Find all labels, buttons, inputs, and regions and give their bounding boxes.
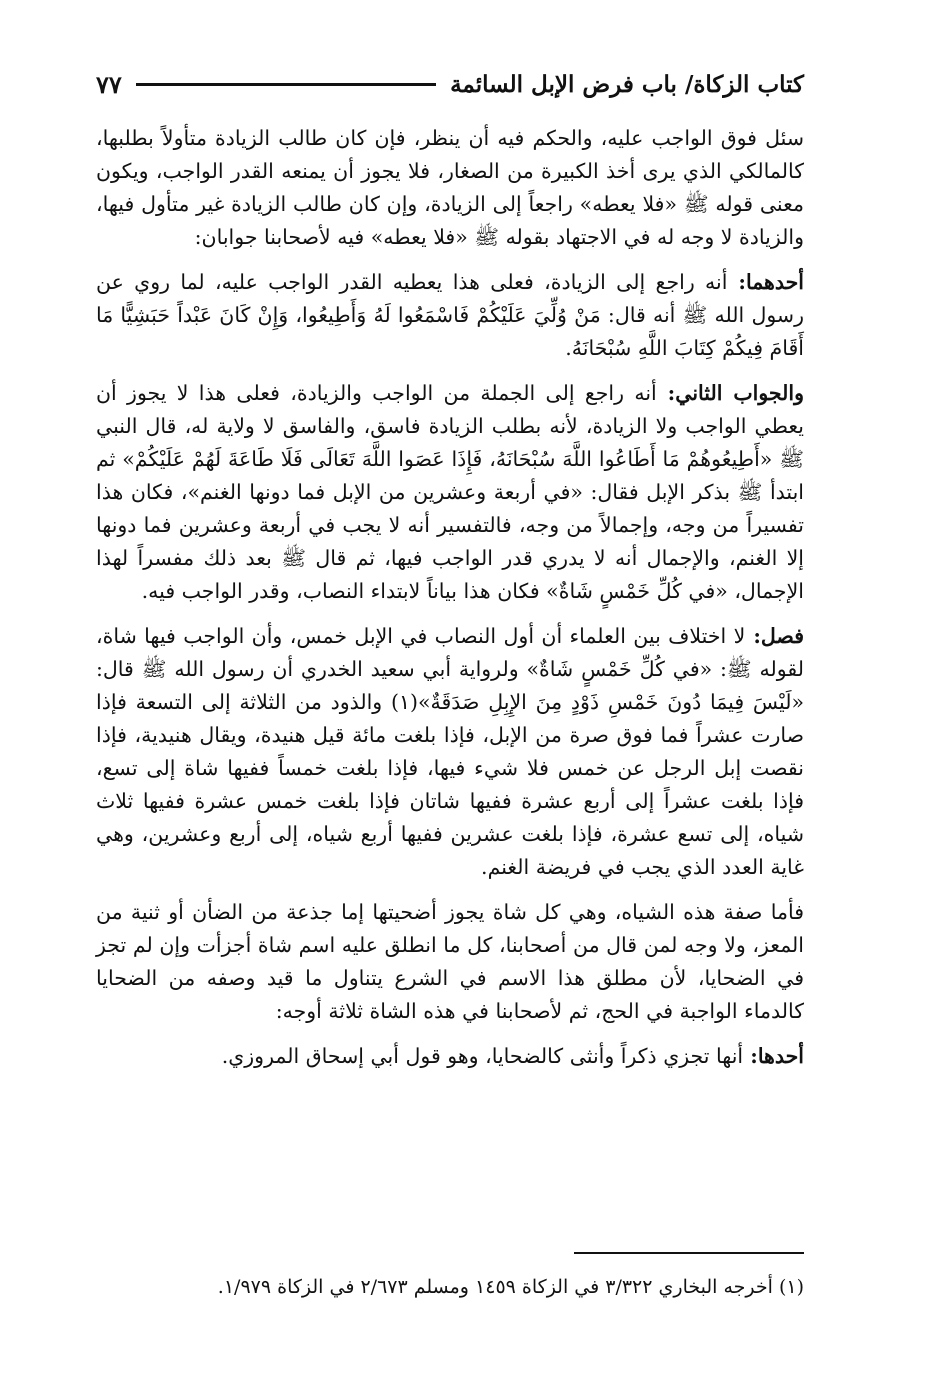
footnote: (١) أخرجه البخاري ٣/٣٢٢ في الزكاة ١٤٥٩ ومسلم ٢/٦٧٣ في الزكاة ١/٩٧٩. <box>217 1276 804 1298</box>
paragraph-text: أنه راجع إلى الزيادة، فعلى هذا يعطيه القدر الواجب عليه، لما روي عن رسول الله ﷺ أنه قال: مَنْ وُلِّيَ عَلَيْكُمْ فَاسْمَعُوا لَهُ وَأَطِيعُوا، وَإِنْ كَانَ عَبْداً حَبَشِيًّا مَا أَقَامَ فِيكُمْ كِتَابَ اللَّهِ سُبْحَانَهُ. <box>96 270 804 360</box>
chapter-title: كتاب الزكاة/ باب فرض الإبل السائمة <box>450 70 804 98</box>
paragraph <box>96 377 804 608</box>
paragraph-text: لا اختلاف بين العلماء أن أول النصاب في الإبل خمس، وأن الواجب فيها شاة، لقوله ﷺ: «في كُلِّ خَمْسٍ شَاةٌ» ولرواية أبي سعيد الخدري أن رسول الله ﷺ قال: «لَيْسَ فِيمَا دُونَ خَمْسِ ذَوْدٍ مِنَ الإِبِلِ صَدَقَةٌ»(١) والذود من الثلاثة إلى التسعة فإذا صارت عشراً فما فوق صرة من الإبل، فإذا بلغت مائة قيل هنيدة، ويقال هنيدية، فإذا نقصت إبل الرجل عن خمس فلا شيء فيها، فإذا بلغت خمساً ففيها شاة إلى تسع، فإذا بلغت عشراً إلى أربع عشرة ففيها شاتان فإذا بلغت خمس عشرة ففيها ثلاث شياه، إلى تسع عشرة، فإذا بلغت عشرين ففيها أربع شياه، إلى أربع وعشرين، وهي غاية العدد الذي يجب في فريضة الغنم. <box>96 624 804 879</box>
paragraph <box>96 122 804 254</box>
running-header <box>96 64 804 104</box>
paragraph <box>96 266 804 365</box>
paragraph-text: سئل فوق الواجب عليه، والحكم فيه أن ينظر، فإن كان طالب الزيادة متأولاً بطلبها، كالمالكي الذي يرى أخذ الكبيرة من الصغار، فلا يجوز أن يمنعه القدر الواجب، ويكون معنى قوله ﷺ «فلا يعطه» راجعاً إلى الزيادة، وإن كان طالب الزيادة غير متأول فيها، والزيادة لا وجه له في الاجتهاد بقوله ﷺ «فلا يعطه» فيه لأصحابنا جوابان: <box>96 126 804 249</box>
paragraph <box>96 896 804 1028</box>
paragraph-lead: والجواب الثاني: <box>656 381 804 405</box>
document-page <box>96 64 804 1298</box>
paragraph <box>96 620 804 884</box>
header-rule <box>136 83 436 86</box>
paragraph <box>96 1040 804 1073</box>
paragraph-lead: أحدها: <box>743 1044 804 1068</box>
page-number: ٧٧ <box>96 69 122 99</box>
paragraph-lead: فصل: <box>745 624 804 648</box>
footnote-rule <box>574 1252 804 1254</box>
paragraph-text: فأما صفة هذه الشياه، وهي كل شاة يجوز أضحيتها إما جذعة من الضأن أو ثنية من المعز، ولا وجه لمن قال من أصحابنا، كل ما انطلق عليه اسم شاة أجزأت وإن لم تجز في الضحايا، لأن مطلق هذا الاسم في الشرع يتناول ما قيد وصفه من الضحايا كالدماء الواجبة في الحج، ثم لأصحابنا في هذه الشاة ثلاثة أوجه: <box>96 900 804 1023</box>
paragraph-lead: أحدهما: <box>727 270 804 294</box>
main-text <box>96 122 804 1073</box>
paragraph-text: أنه راجع إلى الجملة من الواجب والزيادة، فعلى هذا لا يجوز أن يعطي الواجب ولا الزيادة، لأنه بطلب الزيادة فاسق، والفاسق لا ولاية له، قال النبي ﷺ «أَطِيعُوهُمْ مَا أَطَاعُوا اللَّهَ سُبْحَانَهُ، فَإِذَا عَصَوا اللَّهَ تَعَالَى فَلَا طَاعَةَ لَهُمْ عَلَيْكُمْ» ثم ابتدأ ﷺ بذكر الإبل فقال: «في أربعة وعشرين من الإبل فما دونها الغنم»، فكان هذا تفسيراً من وجه، وإجمالاً من وجه، فالتفسير أنه لا يجب في أربعة وعشرين فما دونها إلا الغنم، والإجمال أنه لا يدري قدر الواجب فيها، ثم قال ﷺ بعد ذلك مفسراً لهذا الإجمال، «في كُلِّ خَمْسٍ شَاةٌ» فكان هذا بياناً لابتداء النصاب، وقدر الواجب فيه. <box>96 381 804 603</box>
paragraph-text: أنها تجزي ذكراً وأنثى كالضحايا، وهو قول أبي إسحاق المروزي. <box>221 1044 744 1068</box>
